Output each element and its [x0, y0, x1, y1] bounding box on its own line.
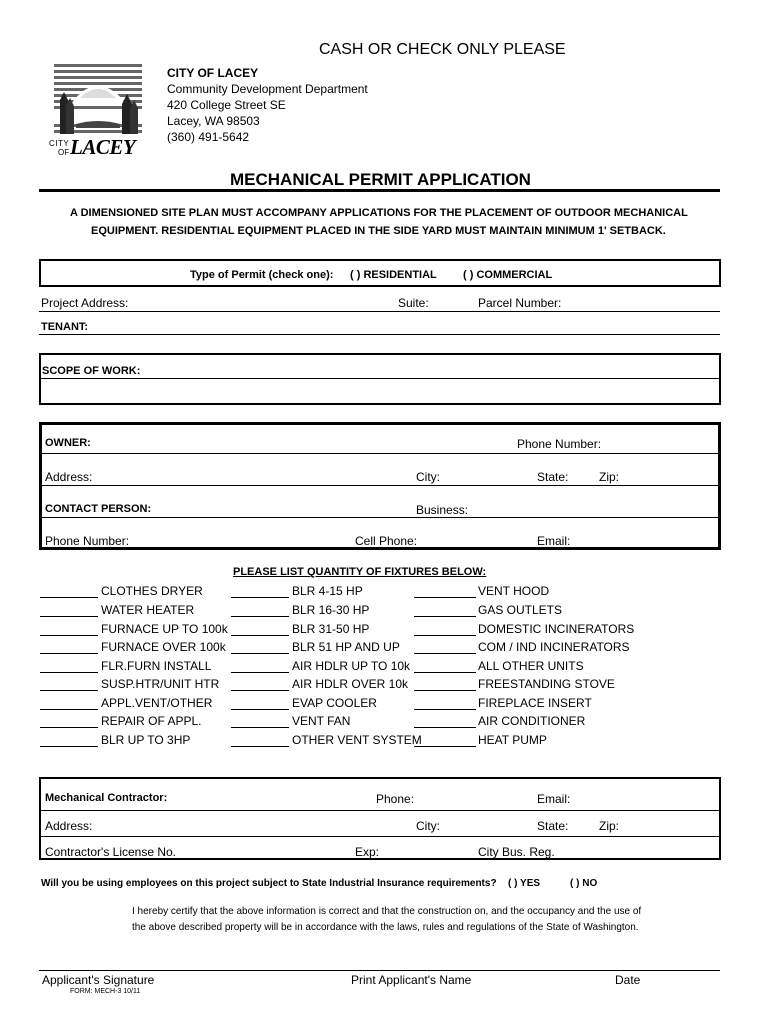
parcel-number-label: Parcel Number: [478, 296, 562, 310]
fixture-qty-field[interactable] [414, 597, 476, 598]
fixture-label: CLOTHES DRYER [101, 584, 203, 598]
fixture-label: HEAT PUMP [478, 733, 547, 747]
dept-name: Community Development Department [167, 82, 368, 96]
project-address-label: Project Address: [41, 296, 129, 310]
fixture-label: BLR UP TO 3HP [101, 733, 191, 747]
street-address: 420 College Street SE [167, 98, 286, 112]
owner-divider-3 [42, 517, 718, 518]
cell-phone-label: Cell Phone: [355, 534, 418, 548]
city-bus-reg-label: City Bus. Reg. [478, 845, 555, 859]
insurance-question: Will you be using employees on this project subject to State Industrial Insurance requirements? [41, 878, 497, 889]
fixture-label: ALL OTHER UNITS [478, 659, 584, 673]
notice-line-2: EQUIPMENT. RESIDENTIAL EQUIPMENT PLACED IN THE SIDE YARD MUST MAINTAIN MINIMUM 1' SETBACK. [91, 225, 666, 237]
fixture-qty-field[interactable] [231, 727, 289, 728]
fixture-qty-field[interactable] [40, 690, 98, 691]
fixture-label: FURNACE OVER 100k [101, 640, 226, 654]
city-logo [50, 62, 146, 158]
contractor-exp-label: Exp: [355, 845, 380, 859]
contractor-zip-label: Zip: [599, 819, 620, 833]
tenant-field[interactable] [39, 334, 720, 335]
commercial-checkbox[interactable]: ( ) COMMERCIAL [463, 269, 553, 281]
residential-checkbox[interactable]: ( ) RESIDENTIAL [350, 269, 437, 281]
fixture-label: FLR.FURN INSTALL [101, 659, 212, 673]
cash-check-note: CASH OR CHECK ONLY PLEASE [319, 41, 566, 58]
fixture-qty-field[interactable] [40, 616, 98, 617]
fixture-label: BLR 31-50 HP [292, 622, 370, 636]
fixture-qty-field[interactable] [414, 616, 476, 617]
contractor-city-label: City: [416, 819, 440, 833]
signature-line[interactable] [39, 970, 720, 971]
form-number: FORM: MECH-3 10/11 [70, 988, 141, 995]
owner-divider-2 [42, 485, 718, 486]
city-state: Lacey, WA 98503 [167, 114, 260, 128]
fixture-label: COM / IND INCINERATORS [478, 640, 630, 654]
fixture-label: AIR CONDITIONER [478, 714, 586, 728]
fixture-label: BLR 51 HP AND UP [292, 640, 400, 654]
fixture-label: FIREPLACE INSERT [478, 696, 592, 710]
business-label: Business: [416, 503, 469, 517]
owner-state-label: State: [537, 470, 569, 484]
fixture-qty-field[interactable] [40, 653, 98, 654]
owner-divider-1 [42, 453, 718, 454]
certify-line-2: the above described property will be in accordance with the laws, rules and regulations of the State of Washington. [132, 922, 639, 933]
notice-line-1: A DIMENSIONED SITE PLAN MUST ACCOMPANY APPLICATIONS FOR THE PLACEMENT OF OUTDOOR MECHANICAL [70, 207, 688, 219]
owner-zip-label: Zip: [599, 470, 620, 484]
fixture-qty-field[interactable] [414, 690, 476, 691]
fixture-label: SUSP.HTR/UNIT HTR [101, 677, 220, 691]
owner-email-label: Email: [537, 534, 571, 548]
applicant-signature-label: Applicant's Signature [42, 973, 155, 987]
fixture-qty-field[interactable] [40, 727, 98, 728]
certify-line-1: I hereby certify that the above information is correct and that the construction on, and the occupancy and the use of [132, 906, 642, 917]
owner-label: OWNER: [45, 437, 91, 449]
fixture-label: OTHER VENT SYSTEM [292, 733, 422, 747]
fixture-label: AIR HDLR OVER 10k [292, 677, 409, 691]
logo-lacey-word: LACEY [70, 135, 136, 159]
contractor-phone-label: Phone: [376, 792, 415, 806]
fixture-label: GAS OUTLETS [478, 603, 563, 617]
fixture-qty-field[interactable] [40, 672, 98, 673]
fixture-qty-field[interactable] [414, 653, 476, 654]
fixture-qty-field[interactable] [414, 709, 476, 710]
contact-person-label: CONTACT PERSON: [45, 503, 152, 515]
fixture-label: EVAP COOLER [292, 696, 377, 710]
owner-box [39, 422, 721, 550]
fixture-label: BLR 4-15 HP [292, 584, 363, 598]
fixture-qty-field[interactable] [40, 746, 98, 747]
fixture-qty-field[interactable] [231, 653, 289, 654]
insurance-yes-checkbox[interactable]: ( ) YES [508, 878, 541, 889]
fixtures-heading: PLEASE LIST QUANTITY OF FIXTURES BELOW: [233, 566, 487, 578]
dept-phone: (360) 491-5642 [167, 130, 250, 144]
fixture-label: VENT HOOD [478, 584, 550, 598]
fixture-qty-field[interactable] [40, 709, 98, 710]
title-rule [39, 189, 720, 192]
scope-of-work-label: SCOPE OF WORK: [42, 365, 141, 377]
fixture-qty-field[interactable] [231, 746, 289, 747]
fixture-qty-field[interactable] [414, 746, 476, 747]
project-address-field[interactable] [39, 311, 720, 312]
fixture-qty-field[interactable] [231, 597, 289, 598]
fixture-qty-field[interactable] [231, 616, 289, 617]
page-title: MECHANICAL PERMIT APPLICATION [230, 170, 531, 189]
fixture-label: DOMESTIC INCINERATORS [478, 622, 635, 636]
owner-address-label: Address: [45, 470, 93, 484]
fixture-label: AIR HDLR UP TO 10k [292, 659, 411, 673]
fixture-qty-field[interactable] [40, 635, 98, 636]
fixture-label: REPAIR OF APPL. [101, 714, 202, 728]
fixture-label: APPL.VENT/OTHER [101, 696, 213, 710]
owner-city-label: City: [416, 470, 440, 484]
contractor-divider-2 [41, 836, 719, 837]
print-name-label: Print Applicant's Name [351, 973, 472, 987]
contractor-divider-1 [41, 810, 719, 811]
fixture-qty-field[interactable] [231, 672, 289, 673]
contractor-email-label: Email: [537, 792, 571, 806]
contact-phone-label: Phone Number: [45, 534, 130, 548]
fixture-qty-field[interactable] [414, 672, 476, 673]
logo-of-word: OF [58, 148, 70, 157]
fixture-qty-field[interactable] [40, 597, 98, 598]
fixture-qty-field[interactable] [414, 727, 476, 728]
fixture-label: VENT FAN [292, 714, 351, 728]
fixture-qty-field[interactable] [231, 690, 289, 691]
fixture-qty-field[interactable] [414, 635, 476, 636]
insurance-no-checkbox[interactable]: ( ) NO [570, 878, 598, 889]
scope-of-work-box[interactable] [39, 353, 721, 405]
scope-divider [41, 378, 719, 379]
tenant-label: TENANT: [41, 321, 89, 333]
mechanical-contractor-label: Mechanical Contractor: [45, 792, 168, 804]
fixture-qty-field[interactable] [231, 709, 289, 710]
contractor-license-label: Contractor's License No. [45, 845, 177, 859]
fixture-label: FREESTANDING STOVE [478, 677, 615, 691]
date-label: Date [615, 973, 641, 987]
contractor-state-label: State: [537, 819, 569, 833]
fixture-label: WATER HEATER [101, 603, 195, 617]
suite-label: Suite: [398, 296, 429, 310]
fixture-qty-field[interactable] [231, 635, 289, 636]
contractor-address-label: Address: [45, 819, 93, 833]
fixture-label: FURNACE UP TO 100k [101, 622, 228, 636]
org-name: CITY OF LACEY [167, 66, 259, 80]
logo-city-word: CITY [49, 139, 70, 148]
fixture-label: BLR 16-30 HP [292, 603, 370, 617]
owner-phone-label: Phone Number: [517, 437, 602, 451]
permit-type-label: Type of Permit (check one): [190, 269, 334, 281]
